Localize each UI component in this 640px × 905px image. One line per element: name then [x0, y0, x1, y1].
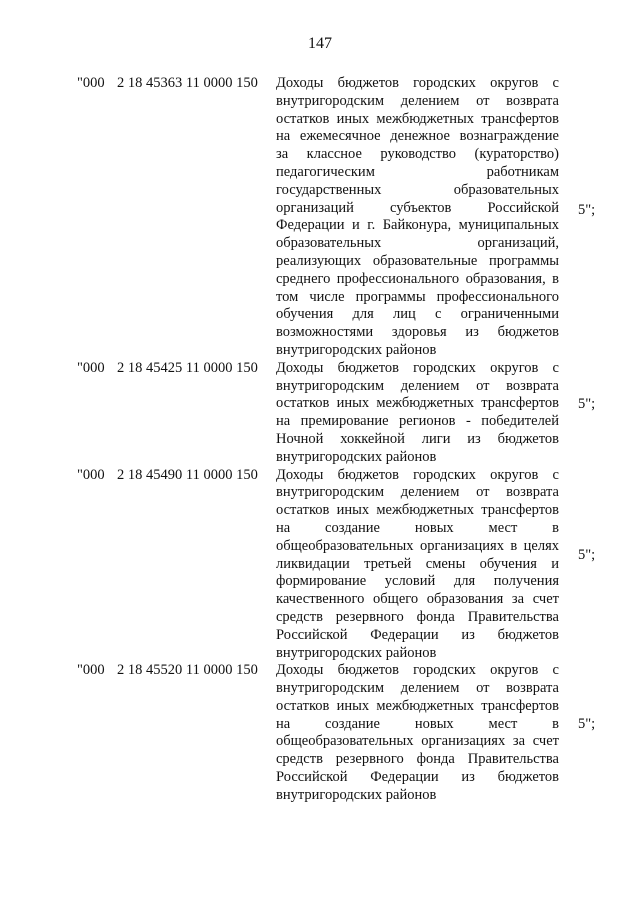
description-line: внутригородским делением от возврата: [276, 484, 559, 501]
description-line: Доходы бюджетов городских округов с: [276, 662, 559, 679]
description-line: остатков иных межбюджетных трансфертов: [276, 395, 559, 412]
description-line: возможностями здоровья из бюджетов: [276, 324, 559, 341]
entry-suffix: 5";: [578, 546, 596, 563]
list-item: [0, 662, 640, 804]
entry-quote: "000: [77, 359, 105, 376]
entry-suffix: 5";: [578, 716, 596, 733]
budget-code: 2 18 45425 11 0000 150: [117, 359, 258, 376]
description-line: качественного общего образования за счет: [276, 591, 559, 608]
entry-quote: "000: [77, 466, 105, 483]
list-item: [0, 360, 640, 467]
entry-suffix: 5";: [578, 202, 596, 218]
description-line: том числе программы профессионального: [276, 288, 559, 305]
description-line: образовательных организаций,: [276, 235, 559, 252]
entry-list: [0, 75, 640, 805]
description-line: внутригородским делением от возврата: [276, 377, 559, 394]
description-line: Федерации и г. Байконура, муниципальных: [276, 217, 559, 234]
budget-code: 2 18 45363 11 0000 150: [117, 75, 258, 91]
description-line: реализующих образовательные программы: [276, 252, 559, 269]
description-line: организаций субъектов Российской: [276, 199, 559, 216]
description-line: за классное руководство (кураторство): [276, 146, 559, 163]
description-line: средств резервного фонда Правительства: [276, 608, 559, 625]
description-line: Ночной хоккейной лиги из бюджетов: [276, 430, 559, 447]
description-line: Российской Федерации из бюджетов: [276, 626, 559, 643]
description-line: общеобразовательных организациях за счет: [276, 733, 559, 750]
description-line: на создание новых мест в: [276, 715, 559, 732]
entry-quote: "000: [77, 75, 105, 91]
description-line: внутригородским делением от возврата: [276, 680, 559, 697]
description-line: на создание новых мест в: [276, 519, 559, 536]
description-line: среднего профессионального образования, в: [276, 270, 559, 287]
description-line: общеобразовательных организациях в целях: [276, 537, 559, 554]
description-line: остатков иных межбюджетных трансфертов: [276, 502, 559, 519]
description-line: внутригородских районов: [276, 448, 437, 465]
page-number: 147: [308, 35, 332, 52]
description-line: Доходы бюджетов городских округов с: [276, 75, 559, 91]
description-line: педагогическим работникам: [276, 163, 559, 180]
description-line: остатков иных межбюджетных трансфертов: [276, 110, 559, 127]
description-line: формирование условий для получения: [276, 573, 559, 590]
description-line: внутригородских районов: [276, 341, 437, 358]
budget-code: 2 18 45520 11 0000 150: [117, 662, 258, 679]
entry-description: [276, 360, 559, 467]
list-item: [0, 467, 640, 663]
entry-suffix: 5";: [578, 395, 596, 412]
description-line: остатков иных межбюджетных трансфертов: [276, 697, 559, 714]
description-line: ликвидации третьей смены обучения и: [276, 555, 559, 572]
description-line: на премирование регионов - победителей: [276, 413, 559, 430]
description-line: средств резервного фонда Правительства: [276, 751, 559, 768]
entry-description: [276, 75, 559, 360]
description-line: внутригородских районов: [276, 644, 437, 661]
description-line: государственных образовательных: [276, 181, 559, 198]
budget-code: 2 18 45490 11 0000 150: [117, 466, 258, 483]
list-item: [0, 75, 640, 360]
entry-description: [276, 467, 559, 663]
description-line: обучения для лиц с ограниченными: [276, 306, 559, 323]
description-line: на ежемесячное денежное вознаграждение: [276, 128, 559, 145]
entry-quote: "000: [77, 662, 105, 679]
description-line: Доходы бюджетов городских округов с: [276, 466, 559, 483]
description-line: Российской Федерации из бюджетов: [276, 769, 559, 786]
description-line: внутригородских районов: [276, 786, 437, 803]
description-line: внутригородским делением от возврата: [276, 92, 559, 109]
entry-description: [276, 662, 559, 804]
description-line: Доходы бюджетов городских округов с: [276, 359, 559, 376]
